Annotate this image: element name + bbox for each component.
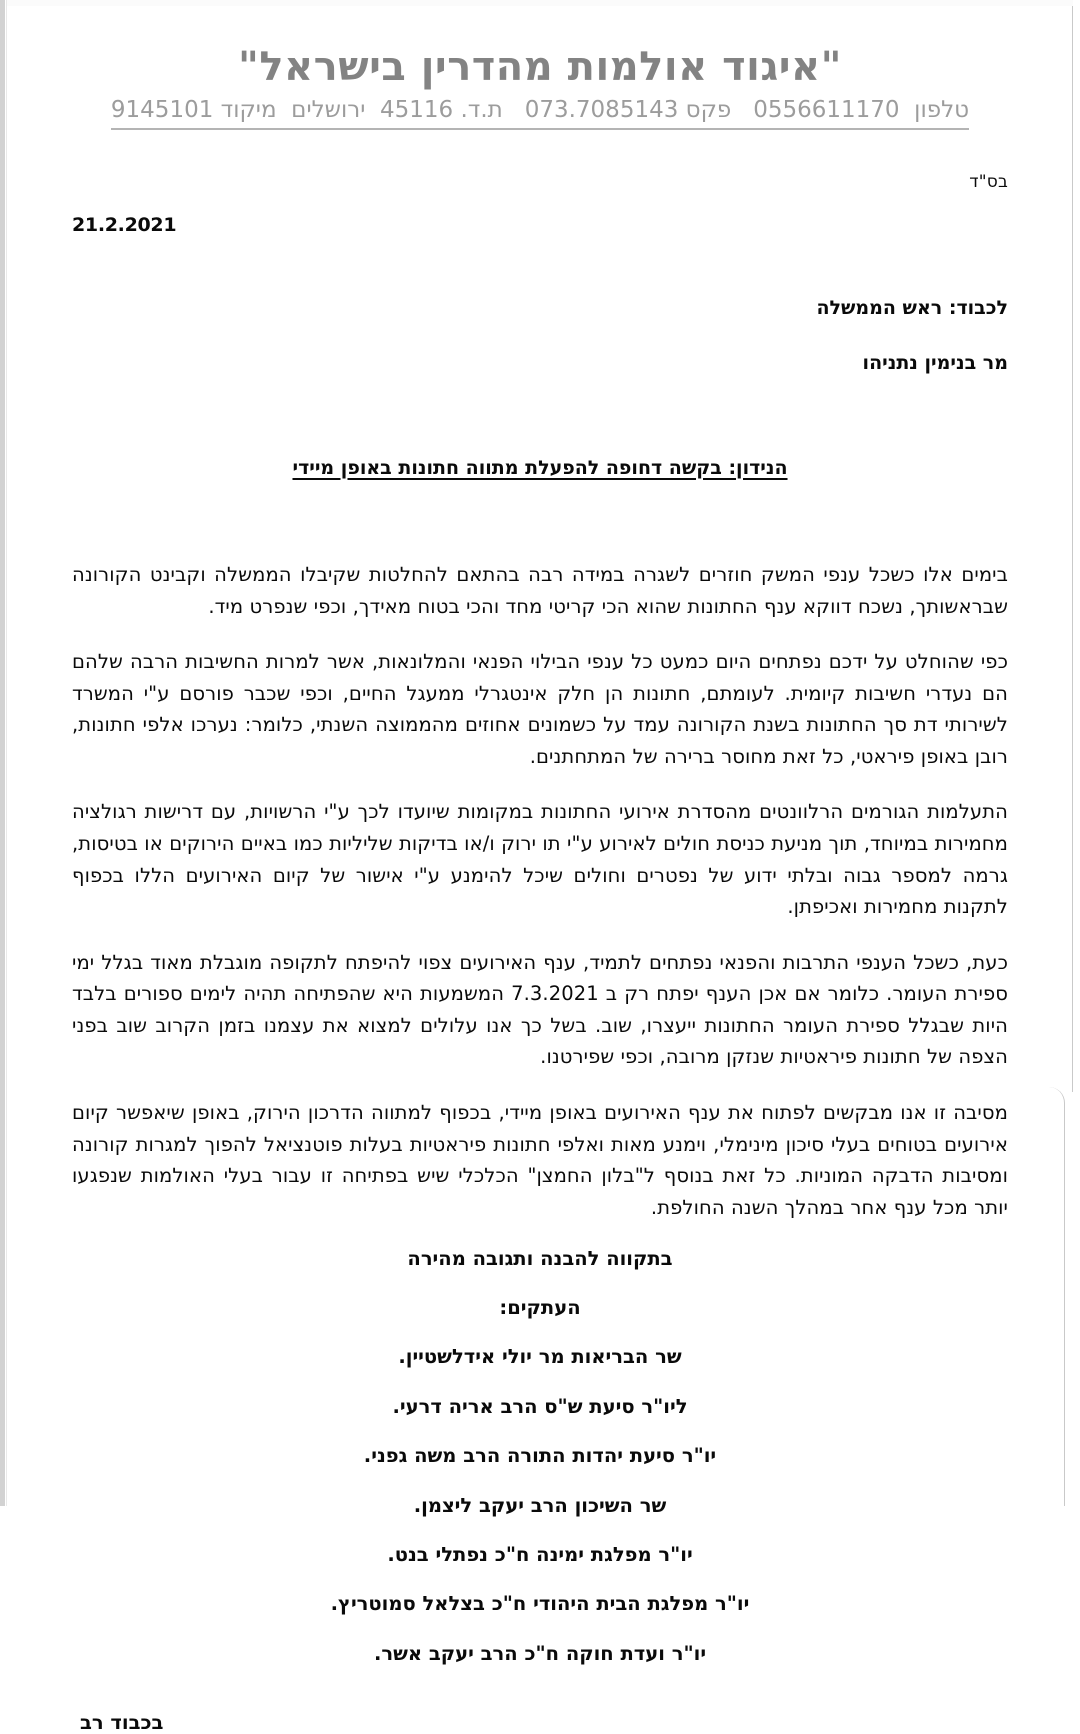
letterhead [0, 0, 1080, 130]
blessing-abbreviation [72, 172, 1008, 192]
closing-line [72, 1247, 1008, 1270]
list-item [72, 1642, 1008, 1665]
letter-body [0, 172, 1080, 1734]
gutter-divider [6, 0, 7, 1506]
cc-recipient-text: שר השיכון הרב יעקב ליצמן. [413, 1493, 667, 1517]
subject-line [72, 457, 1008, 479]
cc-recipient-text: יו"ר מפלגת ימינה ח"כ נפתלי בנט. [387, 1542, 693, 1566]
cc-recipient-text: שר הבריאות מר יולי אידלשטיין. [398, 1345, 682, 1369]
subject-line-text: הנידון: בקשה דחופה להפעלת מתווה חתונות באופן מיידי [292, 456, 788, 479]
left-gutter-scrollbar[interactable] [0, 0, 5, 1506]
paragraph: התעלמות הגורמים הרלוונטים מהסדרת אירועי החתונות במקומות שיועדו לכך ע"י הרשויות, עם דרישות רגולציה מחמירות במיוחד, תוך מניעת כניסת חולים לאירוע ע"י תו ירוק ו/או בדיקות שליליות כמו באיים הירוקים או בטיסות, גרמה למספר גבוה ובלתי ידוע של נפטרים וחולים שיכל להימנע ע"י אישור של קיום האירועים הללו בכפוף לתקנות מחמירות ואכיפתן. [72, 800, 1008, 919]
addressee-block [72, 298, 1008, 375]
cc-recipient-text: יו"ר מפלגת הבית היהודי ח"כ בצלאל סמוטריץ. [330, 1592, 750, 1616]
organization-title: "איגוד אולמות מהדרין בישראל" [238, 44, 842, 90]
paragraph: מסיבה זו אנו מבקשים לפתוח את ענף האירועים באופן מיידי, בכפוף למתווה הדרכון הירוק, באופן שיאפשר קיום אירועים בטוחים בעלי סיכון מינימלי, וימנע מאות ואלפי חתונות פיראטיות בעלות פוטנציאל להפוך למגרות קורונה ומסיבות הדבקה המוניות. כל זאת בנוסף ל"בלון החמצן" הכלכלי שיש בפתיחה זו עבור בעלי האולמות שנפגעו יותר מכל ענף אחר במהלך השנה החולפת. [72, 1101, 1008, 1219]
paragraph: כפי שהוחלט על ידכם נפתחים היום כמעט כל ענפי הבילוי הפנאי והמלונאות, אשר למרות החשיבות הרבה שלהם הם נעדרי חשיבות קיומית. לעומתם, חתונות הן חלק אינטגרלי ממעגל החיים, וכפי שכבר פורסם ע"י המשרד לשירותי דת סך החתונות בשנת הקורונה עמד על כשמונים אחוזים מהממוצה השנתי, כלומר: נערכו אלפי חתונות, רובן באופן פיראטי, כל זאת מחוסר ברירה של המתחתנים. [72, 650, 1008, 768]
list-item [72, 1592, 1008, 1615]
cc-recipient-list [72, 1345, 1008, 1665]
signoff-line [72, 1711, 1008, 1734]
list-item [72, 1345, 1008, 1368]
list-item [72, 1395, 1008, 1418]
paragraph: בימים אלו כשכל ענפי המשק חוזרים לשגרה במידה רבה בהתאם להחלטות שקיבלו הממשלה וקבינט הקורונה שבראשותך, נשכח דווקא ענף החתונות שהוא הכי קריטי מחד והכי בטוח מאידך, וכפי שנפרט מיד. [72, 562, 1008, 618]
blessing-abbreviation-text: בס"ד [969, 172, 1008, 193]
organization-contact-line: טלפון 0556611170 פקס 073.7085143 ת.ד. 45116 ירושלים מיקוד 9145101 [111, 96, 969, 130]
letter-paragraphs [72, 559, 1008, 1223]
signoff-text: בכבוד רב [80, 1711, 164, 1734]
closing-text: בתקווה להבנה ותגובה מהירה [407, 1247, 673, 1271]
addressee-name: מר בנימין נתניהו [862, 352, 1008, 375]
cc-recipient-text: יו"ר סיעת יהדות התורה הרב משה גפני. [363, 1444, 717, 1468]
addressee-title: לכבוד: ראש הממשלה [816, 297, 1008, 320]
list-item [72, 1444, 1008, 1467]
cc-recipient-text: ליו"ר סיעת ש"ס הרב אריה דרעי. [392, 1394, 688, 1418]
list-item [72, 1543, 1008, 1566]
list-item [72, 1494, 1008, 1517]
letter-date: 21.2.2021 [72, 214, 177, 237]
paragraph: כעת, כשכל הענפי התרבות והפנאי נפתחים לתמיד, ענף האירועים צפוי להיפתח לתקופה מוגבלת מאוד בגלל ימי ספירת העומר. כלומר אם אכן הענף יפתח רק ב 7.3.2021 המשמעות היא שהפתיחה תהיה לימים ספורים בלבד היות שבגלל ספירת העומר החתונות ייעצרו, שוב. בשל כך אנו עלולים למצוא את עצמנו בזמן הקרוב שוב בפני הצפה של חתונות פיראטיות שנזקן מרובה, וכפי שפירטנו. [72, 950, 1008, 1069]
cc-recipient-text: יו"ר ועדת חוקה ח"כ הרב יעקב אשר. [373, 1641, 707, 1665]
cc-heading-text: העתקים: [499, 1296, 581, 1320]
cc-heading [72, 1296, 1008, 1319]
